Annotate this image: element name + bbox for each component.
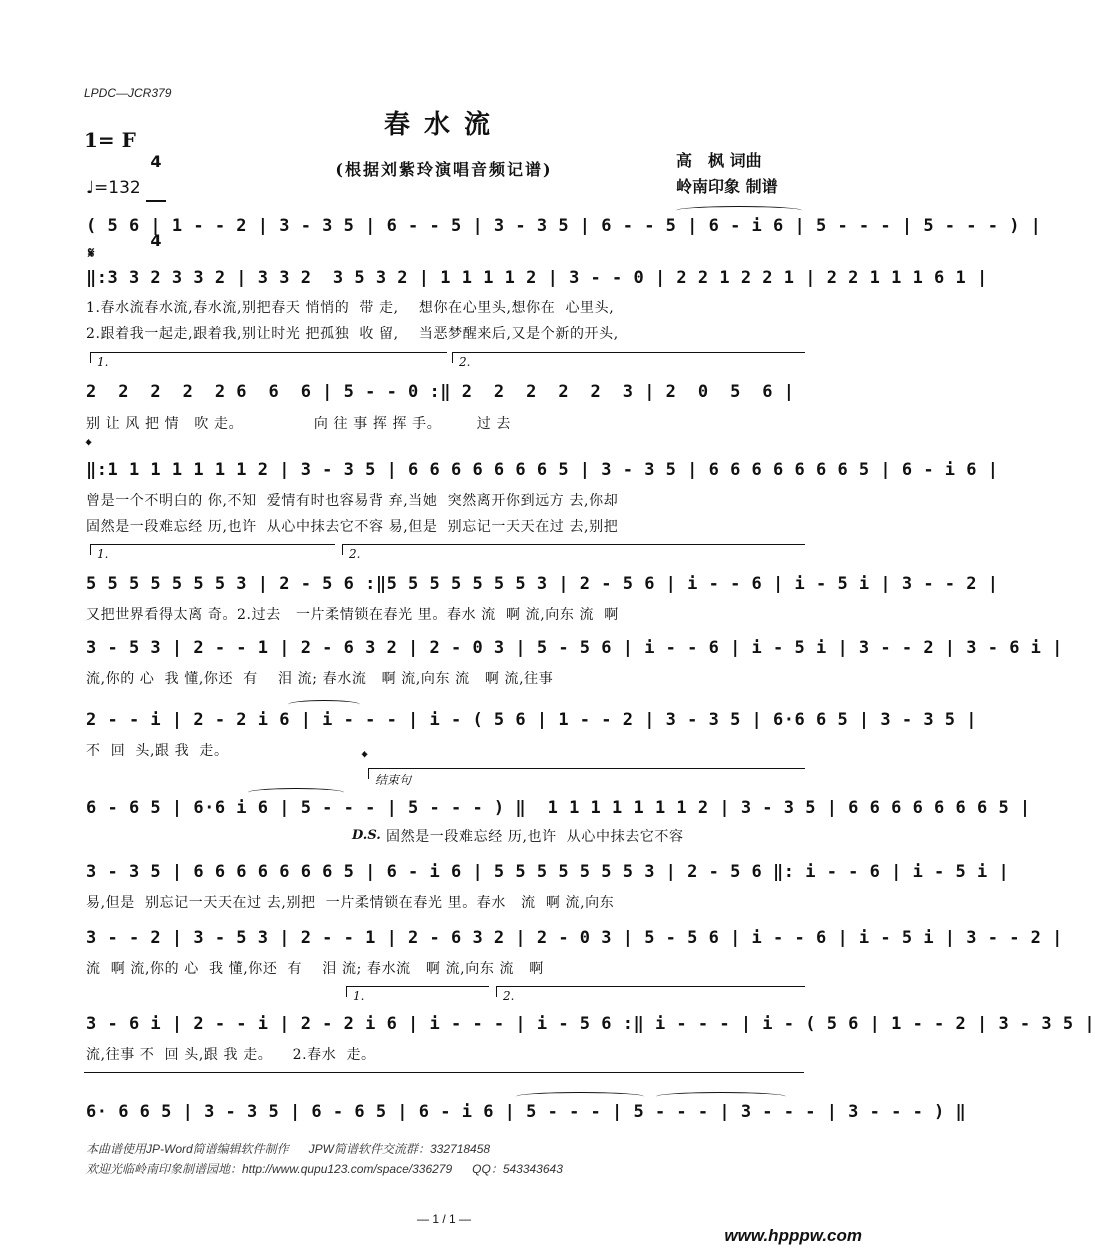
lyrics-line-7: 不 回 头,跟 我 走。 xyxy=(86,743,229,759)
score-line-10: 3 - - 2 | 3 - 5 3 | 2 - - 1 | 2 - 6 3 2 | 2 - 0 3 | 5 - 5 6 | i - - 6 | i - 5 i | 3 - - 2 | xyxy=(86,928,1063,948)
score-code: LPDC—JCR379 xyxy=(84,86,172,100)
volta-bracket-2c xyxy=(496,986,805,1003)
volta-bracket-1b xyxy=(90,544,335,561)
page-number: — 1 / 1 — xyxy=(416,1212,472,1226)
tie-mark xyxy=(676,206,802,215)
ending-label: 结束句 xyxy=(375,773,412,787)
volta-bracket-1c xyxy=(346,986,489,1003)
score-line-5: 5 5 5 5 5 5 5 3 | 2 - 5 6 :‖5 5 5 5 5 5 5 3 | 2 - 5 6 | i - - 6 | i - 5 i | 3 - - 2 | xyxy=(86,574,999,594)
score-line-8: 6 - 6 5 | 6·6 i 6 | 5 - - - | 5 - - - ) ‖ 1 1 1 1 1 1 1 2 | 3 - 3 5 | 6 6 6 6 6 6 6 5 | xyxy=(86,798,1031,818)
volta-2-label: 2. xyxy=(459,355,471,369)
time-signature xyxy=(146,124,166,263)
dal-segno-mark: D.S. xyxy=(352,828,381,843)
lyrics-line-3: 别 让 风 把 情 吹 走。 向 往 事 挥 挥 手。 过 去 xyxy=(86,416,511,432)
lyrics-line-4-verse-2: 固然是一段难忘经 历,也许 从心中抹去它不容 易,但是 别忘记一天天在过 去,别把 xyxy=(86,519,619,535)
tie-mark xyxy=(656,1092,786,1101)
score-line-1: ( 5 6 | 1 - - 2 | 3 - 3 5 | 6 - - 5 | 3 - 3 5 | 6 - - 5 | 6 - i 6 | 5 - - - | 5 - - - ) | xyxy=(86,216,1042,236)
score-line-12: 6· 6 6 5 | 3 - 3 5 | 6 - 6 5 | 6 - i 6 | 5 - - - | 5 - - - | 3 - - - | 3 - - - ) ‖ xyxy=(86,1102,967,1122)
lyrics-line-6: 流,你的 心 我 懂,你还 有 泪 流; 春水流 啊 流,向东 流 啊 流,往事 xyxy=(86,671,554,687)
site-watermark: www.hpppw.com xyxy=(724,1226,862,1245)
tempo-marking xyxy=(86,178,141,198)
subtitle: (根据刘紫玲演唱音频记谱) xyxy=(335,160,553,179)
volta-1c-label: 1. xyxy=(353,989,365,1003)
footer-site-note: 欢迎光临岭南印象制谱园地：http://www.qupu123.com/space/336279 QQ：543343643 xyxy=(86,1162,563,1176)
score-line-2: ‖:3 3 2 3 3 2 | 3 3 2 3 5 3 2 | 1 1 1 1 2 | 3 - - 0 | 2 2 1 2 2 1 | 2 2 1 1 1 6 1 | xyxy=(86,268,988,288)
segno-sign: 𝄋 xyxy=(88,244,95,262)
score-line-4: ‖:1 1 1 1 1 1 1 2 | 3 - 3 5 | 6 6 6 6 6 6 6 5 | 3 - 3 5 | 6 6 6 6 6 6 6 5 | 6 - i 6 | xyxy=(86,460,999,480)
credit-words-music: 高 枫 词曲 xyxy=(676,151,762,170)
coda-sign: 𝄌 xyxy=(86,436,92,454)
volta-bracket-2 xyxy=(452,352,805,369)
tie-mark xyxy=(516,1092,644,1101)
tempo-value: =132 xyxy=(94,178,141,198)
time-signature-top: 4 xyxy=(150,152,162,171)
volta-bracket-2b xyxy=(342,544,805,561)
lyrics-line-2-verse-1: 1.春水流春水流,春水流,别把春天 悄悄的 带 走, 想你在心里头,想你在 心里头, xyxy=(86,300,615,316)
time-signature-line xyxy=(146,200,166,202)
score-line-9: 3 - 3 5 | 6 6 6 6 6 6 6 5 | 6 - i 6 | 5 5 5 5 5 5 5 3 | 2 - 5 6 ‖: i - - 6 | i - 5 i | xyxy=(86,862,1010,882)
volta-bracket-1 xyxy=(90,352,447,369)
coda-sign-2: 𝄌 xyxy=(362,748,368,766)
lyrics-line-9: 易,但是 别忘记一天天在过 去,别把 一片柔情锁在春光 里。春水 流 啊 流,向东 xyxy=(86,895,615,911)
lyrics-line-4-verse-1: 曾是一个不明白的 你,不知 爱情有时也容易背 弃,当她 突然离开你到远方 去,你却 xyxy=(86,493,619,509)
ending-bracket xyxy=(368,768,805,787)
score-line-7: 2 - - i | 2 - 2 i 6 | i - - - | i - ( 5 6 | 1 - - 2 | 3 - 3 5 | 6·6 6 5 | 3 - 3 5 | xyxy=(86,710,977,730)
time-signature-bottom: 4 xyxy=(150,231,162,250)
lyrics-line-10: 流 啊 流,你的 心 我 懂,你还 有 泪 流; 春水流 啊 流,向东 流 啊 xyxy=(86,961,544,977)
volta-1b-label: 1. xyxy=(97,547,109,561)
score-line-6: 3 - 5 3 | 2 - - 1 | 2 - 6 3 2 | 2 - 0 3 | 5 - 5 6 | i - - 6 | i - 5 i | 3 - - 2 | 3 - 6 i | xyxy=(86,638,1063,658)
song-title: 春水流 xyxy=(383,110,504,140)
lyrics-line-8: 固然是一段难忘经 历,也许 从心中抹去它不容 xyxy=(386,829,684,845)
volta-2c-label: 2. xyxy=(503,989,515,1003)
lyrics-line-2-verse-2: 2.跟着我一起走,跟着我,别让时光 把孤独 收 留, 当恶梦醒来后,又是个新的开头, xyxy=(86,326,619,342)
score-line-3: 2 2 2 2 2 6 6 6 | 5 - - 0 :‖ 2 2 2 2 2 3 | 2 0 5 6 | xyxy=(86,382,795,402)
quarter-note-icon: ♩ xyxy=(86,178,95,198)
system-rule xyxy=(84,1072,804,1073)
score-line-11: 3 - 6 i | 2 - - i | 2 - 2 i 6 | i - - - | i - 5 6 :‖ i - - - | i - ( 5 6 | 1 - - 2 | 3 - 3 5 | xyxy=(86,1014,1095,1034)
tie-mark xyxy=(248,788,344,797)
credit-notation: 岭南印象 制谱 xyxy=(676,177,778,196)
volta-1-label: 1. xyxy=(97,355,109,369)
footer-software-note: 本曲谱使用JP-Word简谱编辑软件制作 JPW简谱软件交流群：332718458 xyxy=(86,1142,491,1156)
tie-mark xyxy=(288,700,360,709)
volta-2b-label: 2. xyxy=(349,547,361,561)
lyrics-line-5: 又把世界看得太离 奇。2.过去 一片柔情锁在春光 里。春水 流 啊 流,向东 流 啊 xyxy=(86,607,619,623)
lyrics-line-11: 流,往事 不 回 头,跟 我 走。 2.春水 走。 xyxy=(86,1047,376,1063)
key-signature: 1= F xyxy=(84,128,136,152)
